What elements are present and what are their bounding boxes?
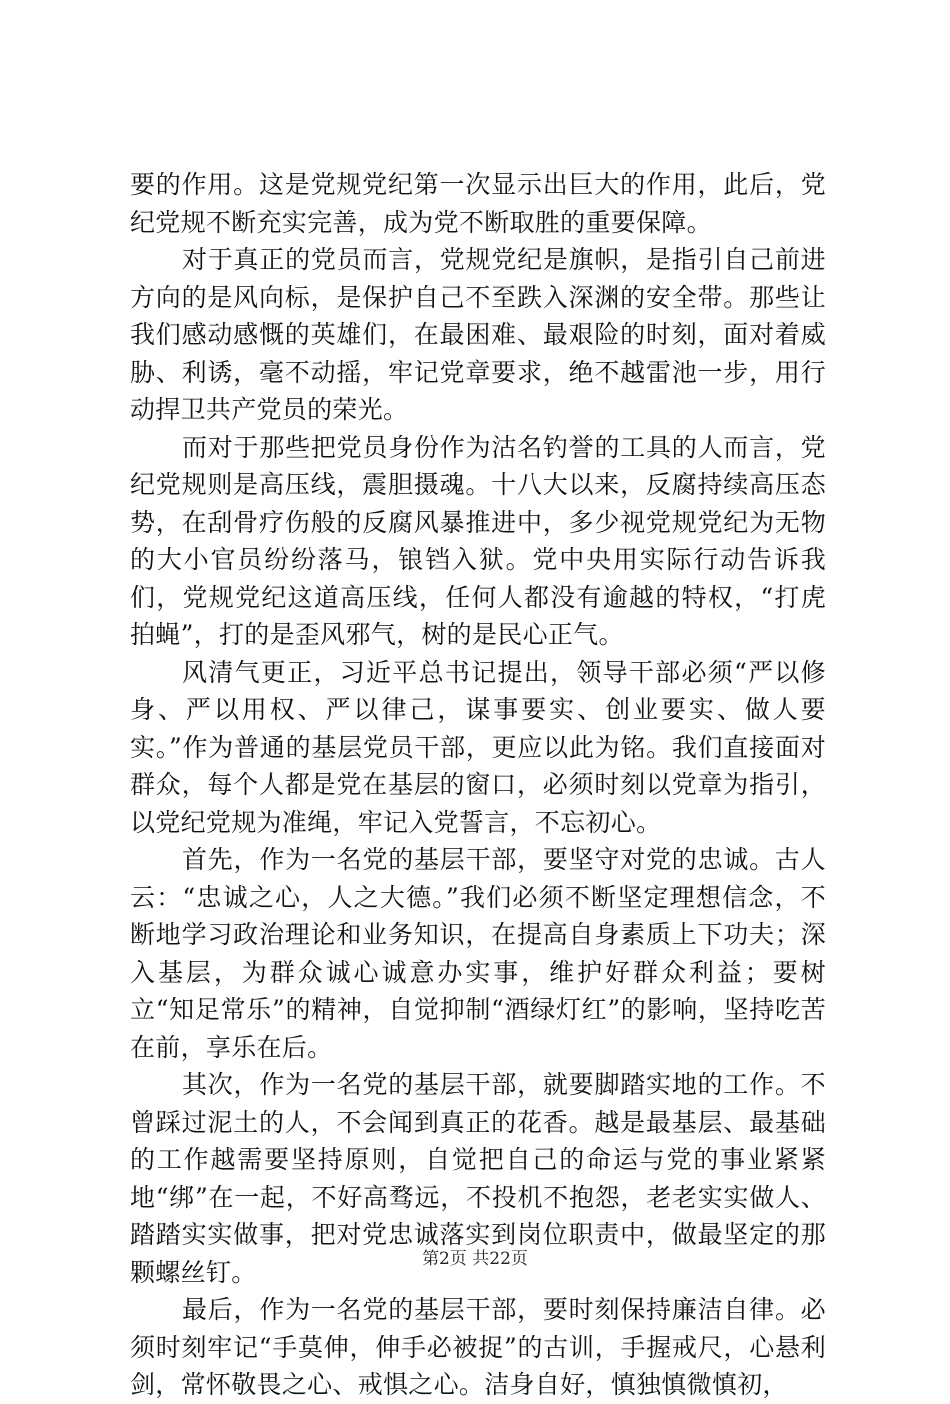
paragraph-loyalty: 首先，作为一名党的基层干部，要坚守对党的忠诚。古人云：“忠诚之心，人之大德。”我们必须不断坚定理想信念，不断地学习政治理论和业务知识，在提高自身素质上下功夫；深入基层，为群众诚心诚意办实事，维护好群众利益；要树立“知足常乐”的精神，自觉抑制“酒绿灯红”的影响，坚持吃苦在前，享乐在后。	[130, 845, 826, 1062]
document-body	[130, 166, 826, 1404]
page-number-footer: 第2页 共22页	[422, 1249, 528, 1269]
paragraph-self-discipline: 最后，作为一名党的基层干部，要时刻保持廉洁自律。必须时刻牢记“手莫伸，伸手必被捉”的古训，手握戒尺，心悬利剑，常怀敬畏之心、戒惧之心。洁身自好，慎独慎微慎初，	[130, 1295, 826, 1399]
paragraph-three-stricts: 风清气更正，习近平总书记提出，领导干部必须“严以修身、严以用权、严以律己，谋事要实、创业要实、做人要实。”作为普通的基层党员干部，更应以此为铭。我们直接面对群众，每个人都是党在基层的窗口，必须时刻以党章为指引，以党纪党规为准绳，牢记入党誓言，不忘初心。	[130, 657, 826, 837]
paragraph-high-voltage-line: 而对于那些把党员身份作为沽名钓誉的工具的人而言，党纪党规则是高压线，震胆摄魂。十八大以来，反腐持续高压态势，在刮骨疗伤般的反腐风暴推进中，多少视党规党纪为无物的大小官员纷纷落马，锒铛入狱。党中央用实际行动告诉我们，党规党纪这道高压线，任何人都没有逾越的特权，“打虎拍蝇”，打的是歪风邪气，树的是民心正气。	[130, 432, 826, 649]
paragraph-party-rules-banner: 对于真正的党员而言，党规党纪是旗帜，是指引自己前进方向的是风向标，是保护自己不至跌入深渊的安全带。那些让我们感动感慨的英雄们，在最困难、最艰险的时刻，面对着威胁、利诱，毫不动摇，牢记党章要求，绝不越雷池一步，用行动捍卫共产党员的荣光。	[130, 245, 826, 424]
paragraph-down-to-earth: 其次，作为一名党的基层干部，就要脚踏实地的工作。不曾踩过泥土的人，不会闻到真正的花香。越是最基层、最基础的工作越需要坚持原则，自觉把自己的命运与党的事业紧紧地“绑”在一起，不好高骛远，不投机不抱怨，老老实实做人、踏踏实实做事，把对党忠诚落实到岗位职责中，做最坚定的那颗螺丝钉。	[130, 1070, 826, 1287]
paragraph-continuation: 要的作用。这是党规党纪第一次显示出巨大的作用，此后，党纪党规不断充实完善，成为党不断取胜的重要保障。	[130, 170, 826, 237]
